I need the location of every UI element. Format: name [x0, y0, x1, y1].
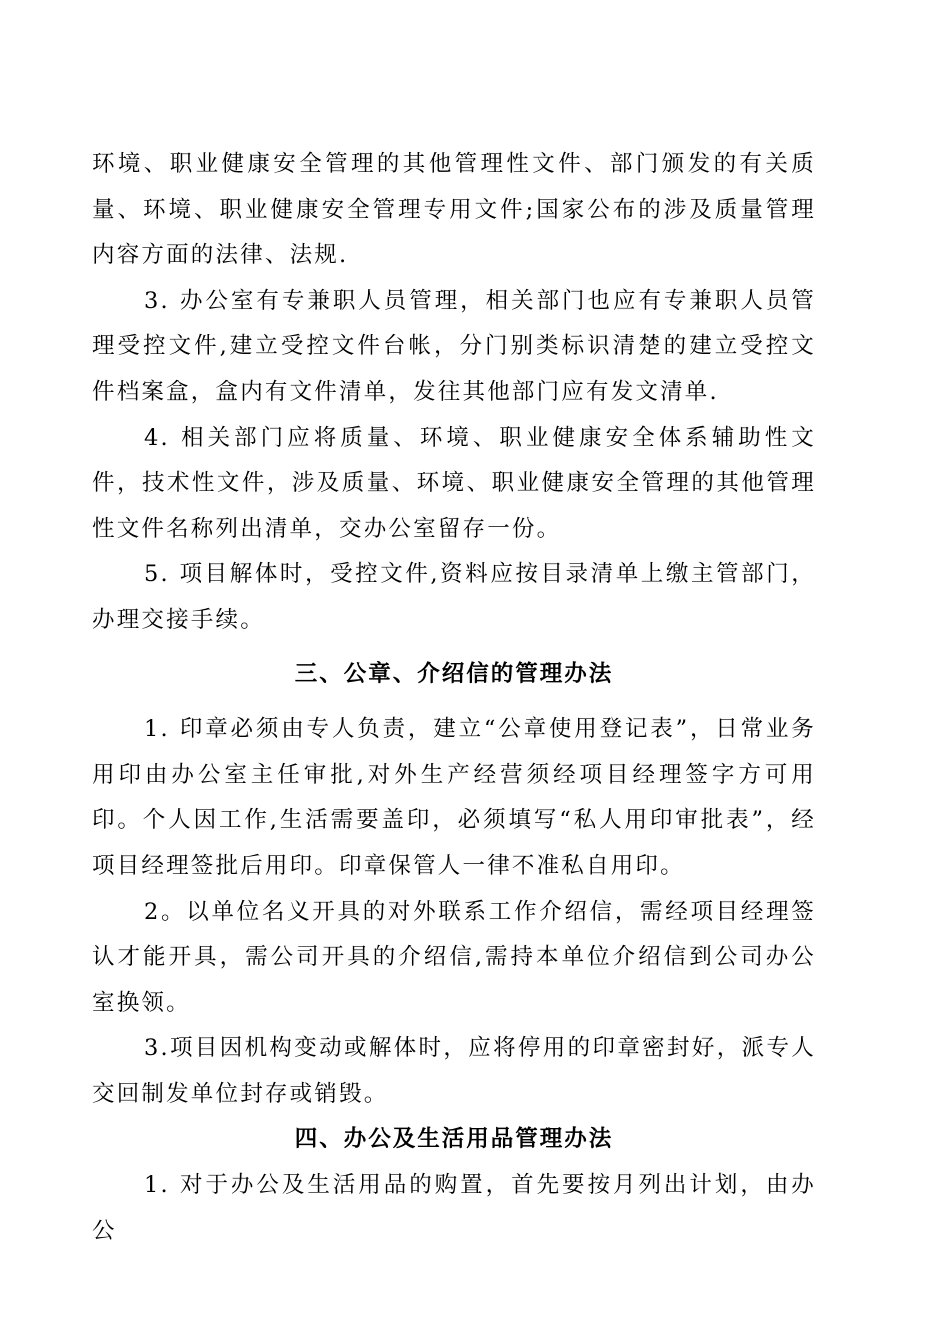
- document-body: [92, 142, 816, 1254]
- section-heading-office-supplies: 四、办公及生活用品管理办法: [294, 1126, 614, 1153]
- paragraph-item-5-project-dissolution: 5. 项目解体时，受控文件,资料应按目录清单上缴主管部门，办理交接手续。: [92, 561, 816, 633]
- paragraph-item-3-controlled-files: 3. 办公室有专兼职人员管理，相关部门也应有专兼职人员管理受控文件,建立受控文件台帐，分门别类标识清楚的建立受控文件档案盒，盒内有文件清单，发往其他部门应有发文清单.: [92, 287, 816, 405]
- paragraph-seal-item-3: 3.项目因机构变动或解体时，应将停用的印章密封好，派专人交回制发单位封存或销毁。: [92, 1035, 816, 1107]
- paragraph-item-4-document-list: 4. 相关部门应将质量、环境、职业健康安全体系辅助性文件，技术性文件，涉及质量、环境、职业健康安全管理的其他管理性文件名称列出清单，交办公室留存一份。: [92, 424, 816, 542]
- paragraph-seal-item-1: 1. 印章必须由专人负责，建立“公章使用登记表”，日常业务用印由办公室主任审批,对外生产经营须经项目经理签字方可用印。个人因工作,生活需要盖印，必须填写“私人用印审批表”，经项目经理签批后用印。印章保管人一律不准私自用印。: [92, 716, 816, 879]
- section-heading-seal-management: 三、公章、介绍信的管理办法: [294, 660, 614, 687]
- paragraph-seal-item-2: 2。以单位名义开具的对外联系工作介绍信，需经项目经理签认才能开具，需公司开具的介绍信,需持本单位介绍信到公司办公室换领。: [92, 898, 816, 1016]
- paragraph-supplies-item-1: 1. 对于办公及生活用品的购置，首先要按月列出计划，由办公: [92, 1172, 816, 1244]
- paragraph-continuation: 环境、职业健康安全管理的其他管理性文件、部门颁发的有关质量、环境、职业健康安全管理专用文件;国家公布的涉及质量管理内容方面的法律、法规.: [92, 151, 816, 269]
